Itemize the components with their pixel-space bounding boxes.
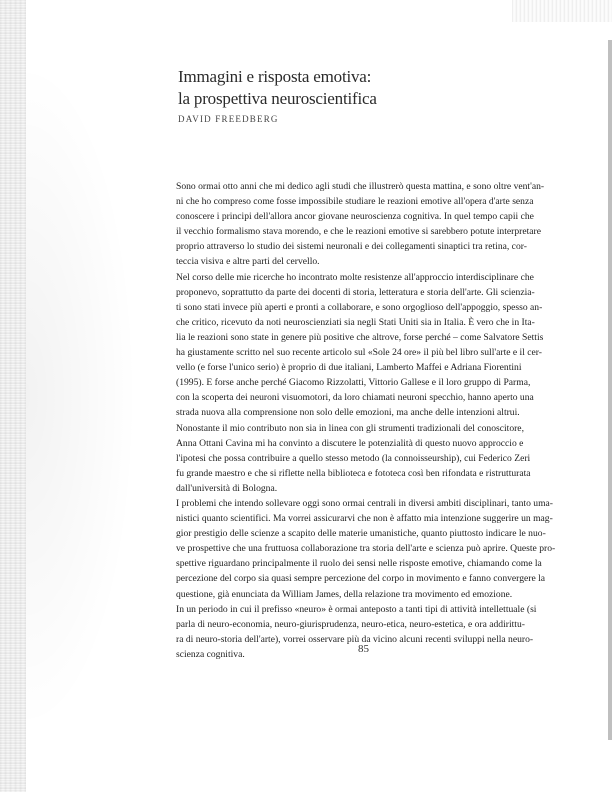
body-line: lia le reazioni sono state in genere più positive che altrove, forse perché – come Salvatore Settis — [176, 331, 544, 343]
body-line: con la scoperta dei neuroni visuomotori, da loro chiamati neuroni specchio, hanno aperto una — [176, 392, 534, 404]
body-line: nistici quanto scientifici. Ma vorrei assicurarvi che non è affatto mia intenzione suggerire un mag- — [176, 513, 553, 525]
body-line: vello (e forse l'unico serio) è proprio di due italiani, Lamberto Maffei e Adriana Fiorentini — [176, 362, 522, 374]
body-line: dall'università di Bologna. — [176, 482, 278, 494]
body-line: teccia visiva e altre parti del cervello. — [176, 256, 320, 268]
body-line: ni che ho compreso come fosse impossibile studiare le reazioni emotive all'opera d'arte senza — [176, 196, 534, 208]
body-line: proponevo, soprattutto da parte dei docenti di storia, letteratura e storia dell'arte. Gli scienzia- — [176, 286, 535, 298]
scan-edge-noise-top-right — [512, 0, 612, 22]
body-line: ha giustamente scritto nel suo recente articolo sul «Sole 24 ore» il più bel libro sull'arte e il cer- — [176, 347, 542, 359]
scan-edge-noise-left — [0, 0, 26, 792]
page-number: 85 — [358, 643, 369, 655]
body-line: spettive riguardano principalmente il ruolo dei sensi nelle risposte emotive, chiamando come la — [176, 558, 542, 570]
body-line: l'ipotesi che possa contribuire a quello stesso metodo (la connoisseurship), cui Federico Zeri — [176, 452, 531, 464]
body-line: ti sono stati invece più aperti e pronti a collaborare, e sono orgoglioso dell'appoggio, spesso an- — [176, 301, 543, 313]
body-line: percezione del corpo sia quasi sempre percezione del corpo in movimento e fanno convergere la — [176, 573, 546, 585]
body-line: che critico, ricevuto da noti neuroscienziati sia negli Stati Uniti sia in Italia. È vero che in Ita- — [176, 316, 535, 328]
body-line: strada nuova alla comprensione non solo delle emozioni, ma anche delle intenzioni altrui. — [176, 407, 520, 419]
body-line: conoscere i principi dell'allora ancor giovane neuroscienza cognitiva. In quel tempo capii che — [176, 211, 534, 223]
author-name: DAVID FREEDBERG — [178, 114, 279, 124]
body-line: Nel corso delle mie ricerche ho incontrato molte resistenze all'approccio interdisciplinare che — [176, 271, 534, 283]
body-line: parla di neuro-economia, neuro-giurisprudenza, neuro-etica, neuro-estetica, e ora addirittu- — [176, 618, 525, 630]
body-text — [176, 179, 571, 662]
title-line-2: la prospettiva neuroscientifica — [178, 89, 377, 108]
body-line: Nonostante il mio contributo non sia in linea con gli strumenti tradizionali del conoscitore, — [176, 422, 524, 434]
body-line: questione, già enunciata da William James, della relazione tra movimento ed emozione. — [176, 588, 513, 600]
scan-edge-right — [608, 40, 612, 740]
body-line: scienza cognitiva. — [176, 648, 245, 660]
title-line-1: Immagini e risposta emotiva: — [178, 67, 372, 86]
body-line: Anna Ottani Cavina mi ha convinto a discutere le potenzialità di questo nuovo approccio e — [176, 437, 524, 449]
body-line: ve prospettive che una fruttuosa collaborazione tra storia dell'arte e scienza può aprire. Queste pro- — [176, 543, 556, 555]
body-line: ra di neuro-storia dell'arte), vorrei osservare più da vicino alcuni recenti sviluppi nella neuro- — [176, 633, 534, 645]
body-line: In un periodo in cui il prefisso «neuro» è ormai anteposto a tanti tipi di attività intellettuale (si — [176, 603, 537, 615]
body-line: Sono ormai otto anni che mi dedico agli studi che illustrerò questa mattina, e sono oltre vent'an- — [176, 181, 545, 192]
body-line: il vecchio formalismo stava morendo, e che le reazioni emotive si sarebbero potute interpretare — [176, 226, 541, 238]
body-line: gior prestigio delle scienze a scapito delle materie umanistiche, quanto piuttosto indicare le nuo- — [176, 528, 546, 540]
body-line: (1995). E forse anche perché Giacomo Rizzolatti, Vittorio Gallese e il loro gruppo di Parma, — [176, 377, 531, 389]
body-line: I problemi che intendo sollevare oggi sono ormai centrali in diversi ambiti disciplinari, tanto uma- — [176, 497, 553, 509]
body-line: fu grande maestro e che si riflette nella biblioteca e fototeca così ben rifondata e ristrutturata — [176, 467, 531, 479]
article-title — [178, 66, 538, 110]
body-line: proprio attraverso lo studio dei sistemi neuronali e dei collegamenti sinaptici tra retina, cor- — [176, 241, 527, 253]
scan-shadow-left — [26, 0, 156, 792]
